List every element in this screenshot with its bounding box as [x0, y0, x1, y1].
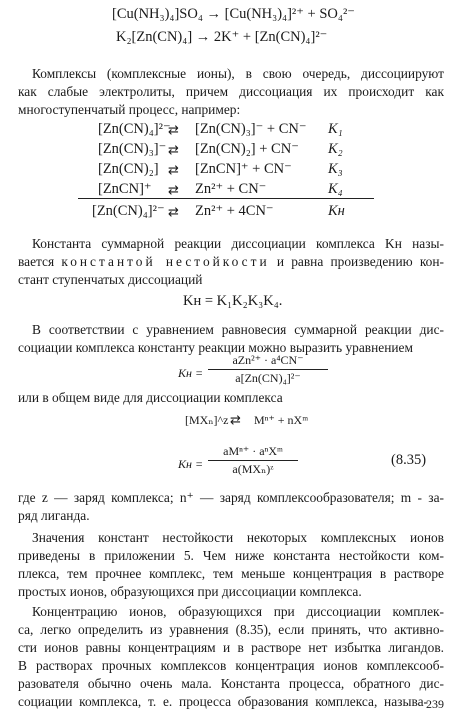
para5-line5: разователя обычно очень мала. Константа процесса, обратного дис- — [18, 676, 444, 691]
step1-right: [Zn(CN)₃]⁻ + CN⁻ — [195, 121, 307, 137]
para4-line1: Значения констант нестойкости некоторых комплексных ионов — [32, 530, 444, 545]
step4-left: [ZnCN]⁺ — [98, 181, 152, 197]
frac1-numerator: aZn²⁺ · a⁴CN⁻ — [232, 353, 304, 367]
page-number: 239 — [426, 697, 444, 711]
sum-left: [Zn(CN)₄]²⁻ — [92, 203, 165, 219]
equilibrium-arrow-icon: ⇄ — [168, 205, 179, 220]
para2-text-a: вается — [18, 254, 55, 269]
step2-right: [Zn(CN)₂] + CN⁻ — [195, 141, 299, 157]
para2-text-b: и равна произведению кон- — [276, 254, 444, 269]
sum-constant: Kн — [328, 203, 345, 219]
frac2-denominator: a(MXₙ)ᶻ — [232, 462, 274, 476]
kn-product-equation: Kн = K₁K₂K₃K₄. — [183, 293, 283, 309]
frac2-numerator: aMⁿ⁺ · aⁿXᵐ — [223, 444, 283, 458]
equilibrium-arrow-icon: ⇄ — [168, 123, 179, 138]
general-eq-left: [MXₙ]^z — [185, 413, 229, 427]
step3-constant: K₃ — [328, 161, 343, 177]
para5-line1: Концентрацию ионов, образующихся при диссоциации комплек- — [32, 604, 444, 619]
para1-line3: многоступенчатый процесс, например: — [18, 102, 241, 117]
para4-line4: простых ионов, образующихся при диссоциации комплекса. — [18, 584, 362, 599]
equation-number: (8.35) — [391, 452, 427, 468]
fraction-bar — [208, 460, 298, 461]
fraction-kn-zinc — [208, 353, 328, 386]
fraction-bar — [208, 369, 328, 370]
para1-line1: Комплексы (комплексные ионы), в свою очередь, диссоциируют — [32, 66, 444, 81]
general-label: или в общем виде для диссоциации комплекса — [18, 390, 283, 405]
legend-line2: ряд лиганда. — [18, 508, 90, 523]
step3-left: [Zn(CN)₂] — [98, 161, 159, 177]
step1-left: [Zn(CN)₄]²⁻ — [98, 121, 171, 137]
para5-line6: социации комплекса, т. е. процесса образования комплекса, называ- — [18, 694, 428, 709]
fraction-kn-general — [208, 444, 298, 477]
equilibrium-arrow-icon: ⇄ — [168, 143, 179, 158]
frac1-denominator: a[Zn(CN)₄]²⁻ — [235, 371, 301, 385]
step3-right: [ZnCN]⁺ + CN⁻ — [195, 161, 292, 177]
para2-line2 — [18, 254, 444, 270]
para2-line1: Константа суммарной реакции диссоциации комплекса Kн назы- — [32, 236, 444, 251]
step4-right: Zn²⁺ + CN⁻ — [195, 181, 267, 197]
frac1-lhs: Kн = — [178, 366, 204, 380]
para3-line2: социации комплекса константу реакции можно выразить уравнением — [18, 340, 413, 355]
para1-line2: как слабые электролиты, причем диссоциация их происходит как — [18, 84, 444, 99]
sum-right: Zn²⁺ + 4CN⁻ — [195, 203, 274, 219]
sum-divider-line — [78, 198, 374, 199]
para5-line3: сти ионов равны концентрациям и в растворе нет избытка лигандов. — [18, 640, 444, 655]
para3-line1: В соответствии с уравнением равновесия суммарной реакции дис- — [32, 322, 444, 337]
equation-cu-complex: [Cu(NH₃)₄]SO₄ → [Cu(NH₃)₄]²⁺ + SO₄²⁻ — [112, 6, 355, 22]
step1-constant: K₁ — [328, 121, 343, 137]
equation-zn-salt: K₂[Zn(CN)₄] → 2K⁺ + [Zn(CN)₄]²⁻ — [116, 29, 328, 45]
term-instability-constant: константой нестойкости — [61, 254, 270, 269]
equilibrium-arrow-icon: ⇄ — [230, 413, 241, 428]
para5-line4: В растворах прочных комплексов концентрация ионов комплексооб- — [18, 658, 444, 673]
para5-line2: са, легко определить из уравнения (8.35), если принять, что активно- — [18, 622, 444, 637]
step2-left: [Zn(CN)₃]⁻ — [98, 141, 167, 157]
frac2-lhs: Kн = — [178, 457, 204, 471]
equilibrium-arrow-icon: ⇄ — [168, 163, 179, 178]
para4-line3: плекса, тем прочнее комплекс, тем меньше концентрация в растворе — [18, 566, 444, 581]
para2-line3: стант ступенчатых диссоциаций — [18, 272, 203, 287]
para4-line2: приведены в приложении 5. Чем ниже константа нестойкости ком- — [18, 548, 444, 563]
equilibrium-arrow-icon: ⇄ — [168, 183, 179, 198]
step2-constant: K₂ — [328, 141, 343, 157]
step4-constant: K₄ — [328, 181, 343, 197]
legend-line1: где z — заряд комплекса; n⁺ — заряд комплексообразователя; m - за- — [18, 490, 444, 505]
general-eq-right: Mⁿ⁺ + nXᵐ — [254, 413, 309, 427]
